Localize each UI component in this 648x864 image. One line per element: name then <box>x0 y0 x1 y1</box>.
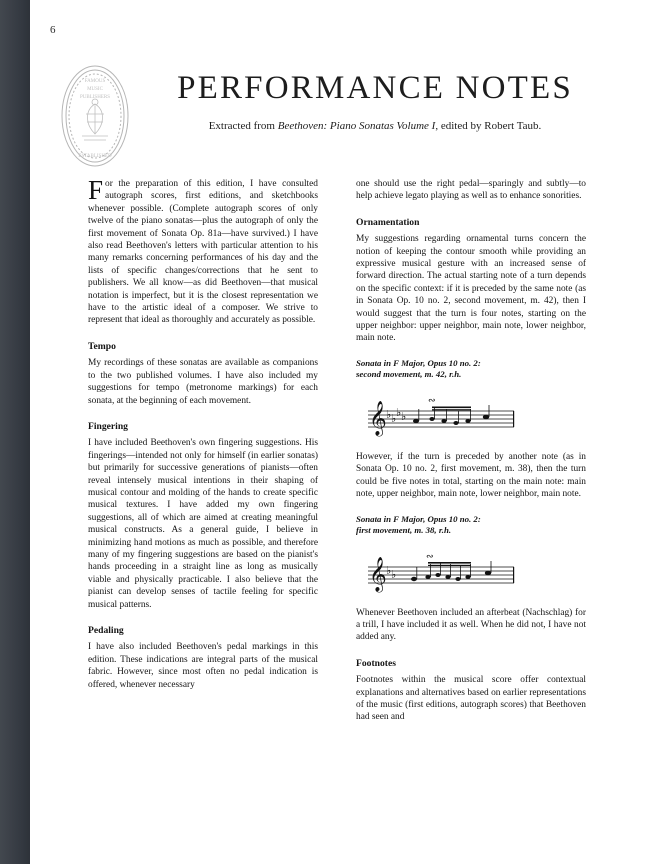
page-edge-band <box>0 0 30 864</box>
svg-text:∾: ∾ <box>428 395 436 406</box>
svg-text:♭: ♭ <box>386 407 392 421</box>
music-example-2 <box>356 543 586 597</box>
music-example-1-caption-line2: second movement, m. 42, r.h. <box>356 369 462 380</box>
music-example-1-caption-line1: Sonata in F Major, Opus 10 no. 2: <box>356 357 481 368</box>
intro-paragraph-text: or the preparation of this edition, I have consulted autograph scores, first editions, and sketchbooks whenever possible. (Complete autograph scores of only twelve of the piano sonatas—plus the autograph of only the first movement of Sonata Op. 81a—have survived.) I have also read Beethoven's letters with particular attention to his many remarks concerning performances of his day and the lists of specific changes/corrections that he sent to publishers. We all know—as did Beethoven—that musical notation is imperfect, but it is the closest representation we have to the artistic ideal of a composer. We strive to represent that ideal as thoroughly and accurately as possible. <box>88 179 318 326</box>
svg-text:𝄞: 𝄞 <box>369 400 387 436</box>
svg-text:♭: ♭ <box>386 563 392 577</box>
section-heading-ornamentation: Ornamentation <box>356 216 420 228</box>
intro-paragraph <box>88 175 318 327</box>
subtitle-prefix: Extracted from <box>208 120 278 133</box>
svg-text:PUBLISHERS: PUBLISHERS <box>79 95 111 100</box>
footnotes-paragraph: Footnotes within the musical score offer contextual explanations and alternatives based on earlier representations of the music (first editions, autograph scores) that Beethoven had seen and <box>356 675 586 723</box>
svg-text:∾: ∾ <box>426 551 434 562</box>
page-subtitle <box>140 120 610 132</box>
continuation-paragraph: one should use the right pedal—sparingly and subtly—to help achieve legato playing as well as to enhance sonorities. <box>356 179 586 202</box>
svg-text:𝄞: 𝄞 <box>369 556 387 592</box>
svg-text:FAMOUS: FAMOUS <box>84 79 106 84</box>
publisher-seal-icon <box>52 62 138 170</box>
svg-text:MUSIC: MUSIC <box>87 87 103 92</box>
section-heading-tempo: Tempo <box>88 340 116 352</box>
section-heading-pedaling: Pedaling <box>88 625 124 636</box>
ornamentation-paragraph: My suggestions regarding ornamental turns concern the notion of keeping the contour smooth while providing an expressive musical gesture with an increased sense of forward direction. The actual starting note of a turn depends on the specific context: if it is preceded by the same note (as in Sonata Op. 10 no. 2, second movement, m. 42), then I would suggest that the turn is four notes, starting on the upper neighbor: upper neighbor, main note, lower neighbor, main note. <box>356 234 586 344</box>
svg-text:♭: ♭ <box>401 409 407 423</box>
subtitle-suffix: , edited by Robert Taub. <box>435 120 542 133</box>
svg-text:ESTABLISHED: ESTABLISHED <box>78 154 112 159</box>
right-column <box>356 178 586 724</box>
left-column <box>88 175 318 691</box>
page-number: 6 <box>50 24 56 36</box>
svg-text:♭: ♭ <box>391 567 397 581</box>
after-example-2-paragraph: Whenever Beethoven included an afterbeat (Nachschlag) for a trill, I have included it as well. When he did not, I have not added any. <box>356 607 586 643</box>
title-block <box>140 70 610 132</box>
svg-text:♭: ♭ <box>396 405 402 419</box>
fingering-paragraph: I have included Beethoven's own fingering suggestions. His fingerings—intended not only for himself (in earlier sonatas) but primarily for successive generations of pianists—often reveal intensely musical intentions in their shaping of musical contour and molding of the hands to create specific musical textures. I have added my own fingering suggestions, all of which are aimed at creating meaningful musical constructs. As a general guide, I believe in minimizing hand motions as much as possible, and therefore many of my fingering suggestions are based on the pianist's hands proceeding in a straight line as long as musically viable and physically practicable. I also believe that the pianist can develop senses of tactile feeling for specific musical patterns. <box>88 438 318 610</box>
body-columns <box>88 175 596 838</box>
page-title: PERFORMANCE NOTES <box>177 70 573 106</box>
svg-text:♭: ♭ <box>391 411 397 425</box>
drop-cap: F <box>88 175 104 205</box>
music-example-1 <box>356 387 586 441</box>
music-example-1-caption <box>356 358 586 381</box>
music-example-2-caption <box>356 514 586 537</box>
music-example-2-caption-line1: Sonata in F Major, Opus 10 no. 2: <box>356 513 481 524</box>
subtitle-source-title: Beethoven: Piano Sonatas Volume I <box>277 120 436 133</box>
tempo-paragraph: My recordings of these sonatas are available as companions to the two published volumes. I have also included my suggestions for tempo (metronome markings) for each sonata, at the beginning of each movement. <box>88 358 318 406</box>
music-example-2-caption-line2: first movement, m. 38, r.h. <box>356 525 452 535</box>
pedaling-paragraph: I have also included Beethoven's pedal markings in this edition. These indications are integral parts of the musical fabric. However, since most often no pedal indication is offered, whenever necessary <box>88 642 318 690</box>
section-heading-fingering: Fingering <box>88 420 128 432</box>
after-example-1-paragraph: However, if the turn is preceded by another note (as in Sonata Op. 10 no. 2, first movement, m. 38), then the turn could be five notes in total, starting on the main note: main note, upper neighbor, main note, lower neighbor, main note. <box>356 451 586 500</box>
section-heading-footnotes: Footnotes <box>356 657 396 669</box>
